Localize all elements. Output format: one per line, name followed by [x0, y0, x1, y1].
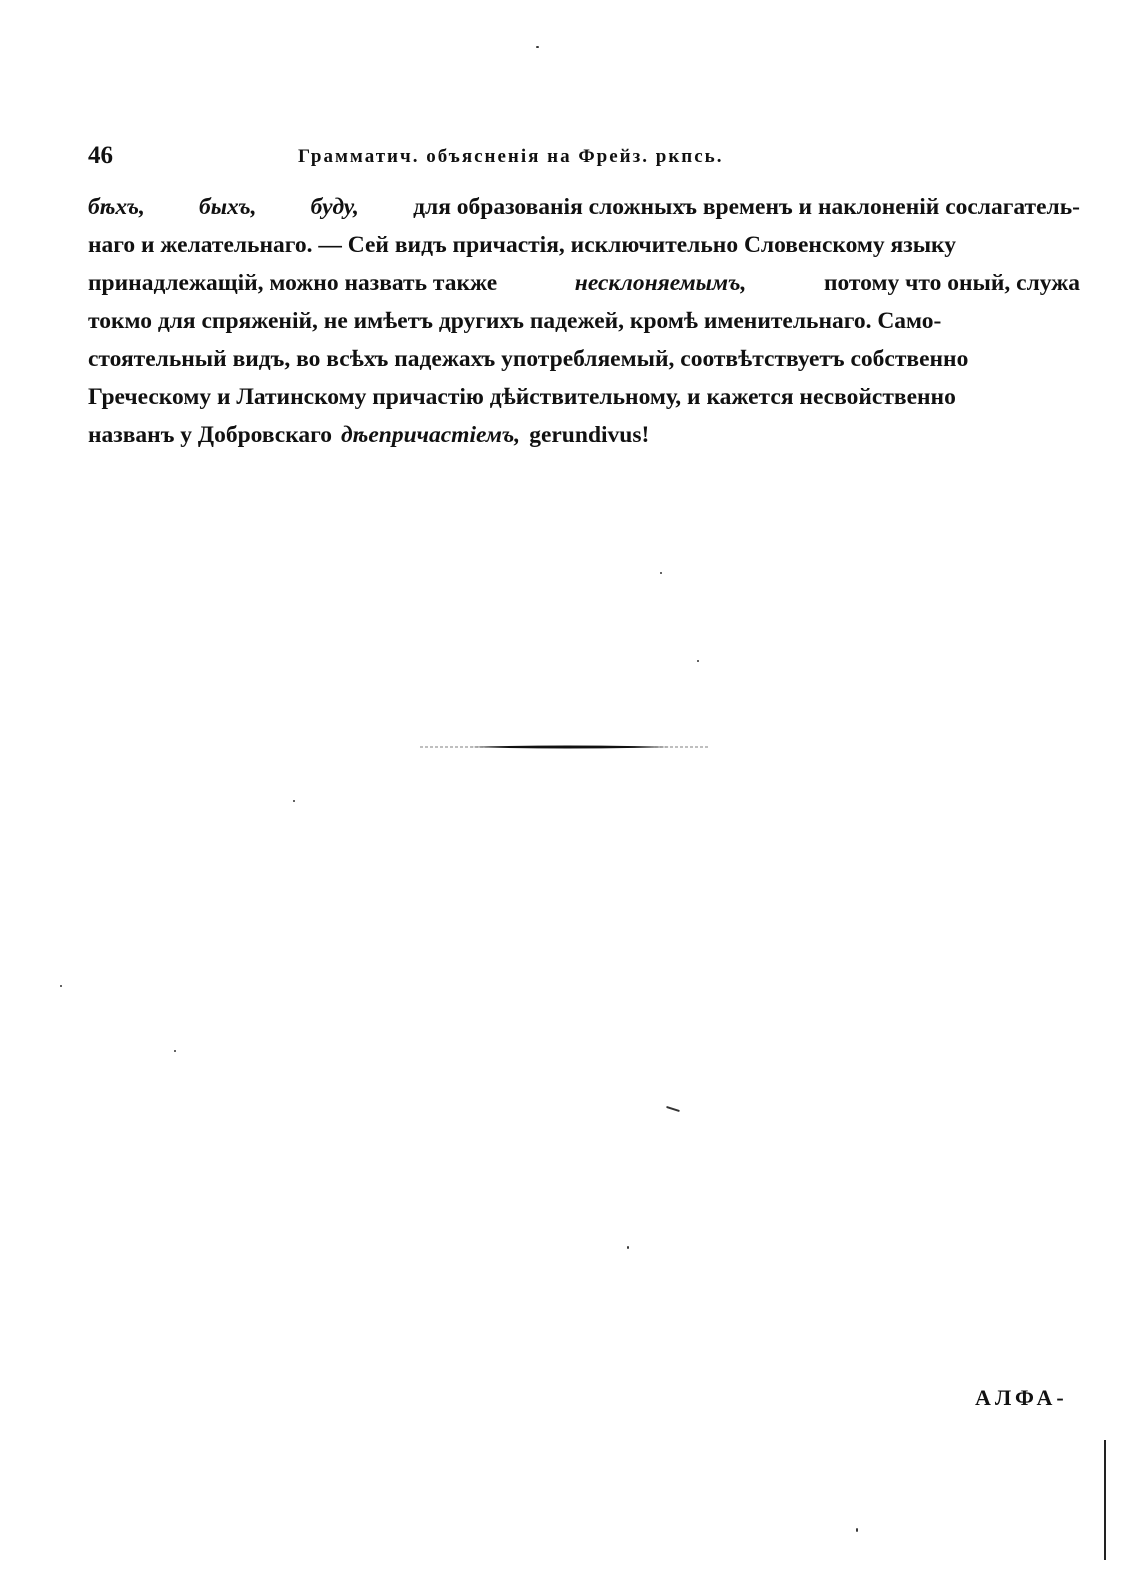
text-line-6 — [88, 378, 1080, 416]
line-7-italic: дѣепричастіемъ, — [341, 422, 521, 448]
line-3-after: потому что оный, служа — [823, 270, 1080, 296]
line-6-text: Греческому и Латинскому причастію дѣйствительному, и кажется несвойственно — [88, 384, 956, 410]
line-7-before: названъ у Добровскаго — [88, 422, 332, 448]
speck — [666, 1106, 680, 1112]
text-line-2 — [88, 226, 1080, 264]
body-paragraph — [88, 188, 1080, 454]
speck — [293, 800, 295, 802]
speck — [174, 1050, 176, 1052]
speck — [856, 1528, 858, 1532]
text-line-5 — [88, 340, 1080, 378]
line-3-before: принадлежащій, можно назвать также — [88, 270, 498, 296]
line-4-text: токмо для спряженій, не имѣетъ другихъ падежей, кромѣ именительнаго. Само- — [88, 308, 942, 334]
section-divider — [420, 744, 710, 750]
line-1-rest: для образованія сложныхъ временъ и наклоненій сослагатель- — [413, 194, 1080, 220]
speck — [60, 985, 62, 987]
catchword: АЛФА- — [975, 1385, 1068, 1410]
line-2-text: наго и желательнаго. — Сей видъ причастія, исключительно Словенскому языку — [88, 232, 956, 258]
speck — [660, 572, 662, 574]
running-head — [88, 142, 1080, 178]
word-budu: буду, — [310, 194, 359, 220]
margin-rule — [1104, 1440, 1106, 1560]
text-line-4 — [88, 302, 1080, 340]
line-7-after: gerundivus! — [529, 422, 650, 448]
text-line-1 — [88, 188, 1080, 226]
line-3-italic: несклоняемымъ, — [574, 270, 747, 296]
running-title: Грамматич. объясненія на Фрейз. ркпсь. — [298, 146, 724, 167]
speck — [627, 1246, 629, 1249]
speck — [697, 660, 699, 662]
word-bykh: быхъ, — [199, 194, 257, 220]
text-line-7 — [88, 416, 1080, 454]
speck — [536, 46, 539, 48]
page-number: 46 — [88, 142, 113, 169]
text-line-3 — [88, 264, 1080, 302]
word-bekh: бѣхъ, — [88, 194, 145, 220]
line-5-text: стоятельный видъ, во всѣхъ падежахъ употребляемый, соотвѣтствуетъ собственно — [88, 346, 969, 372]
